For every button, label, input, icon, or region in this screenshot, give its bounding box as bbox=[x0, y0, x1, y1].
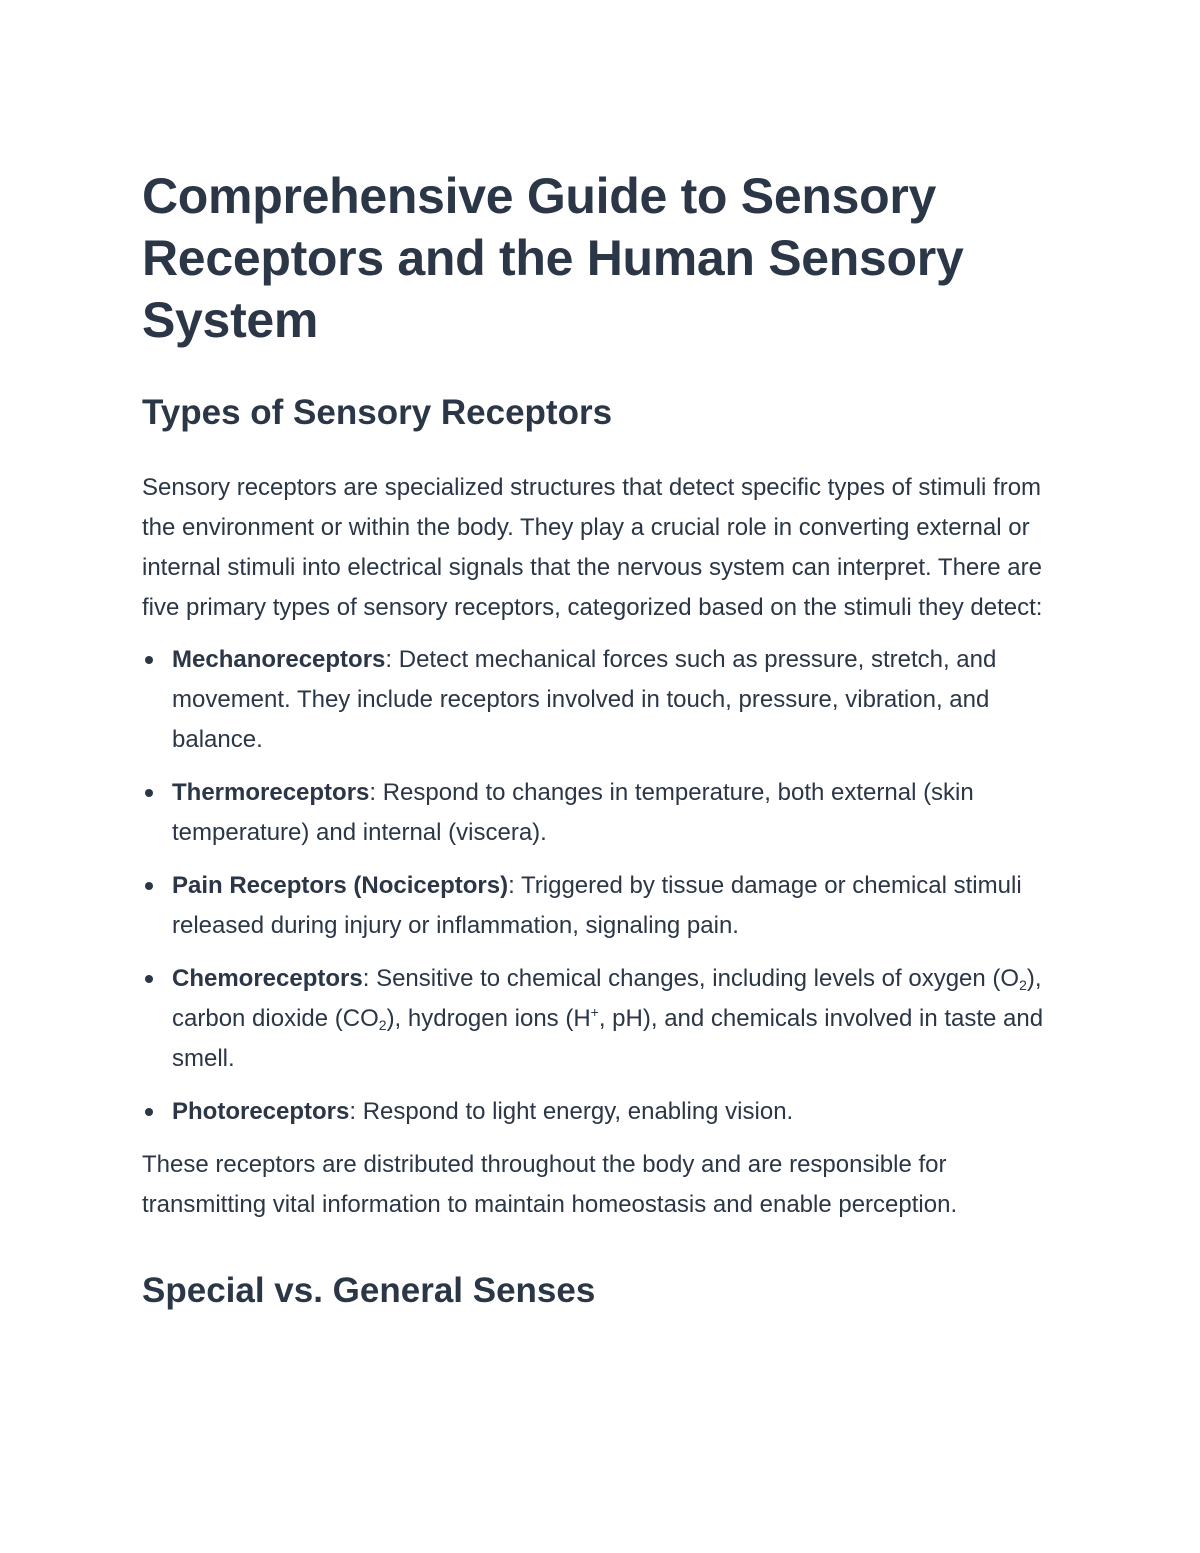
superscript: + bbox=[590, 1004, 599, 1020]
section-heading-special-general: Special vs. General Senses bbox=[142, 1271, 596, 1310]
list-item-description: : Respond to changes in temperature, both external (skin temperature) and internal (viscera). bbox=[172, 779, 974, 846]
subscript: 2 bbox=[1019, 977, 1027, 993]
intro-paragraph: Sensory receptors are specialized structures that detect specific types of stimuli from the environment or within the body. They play a crucial role in converting external or internal stimuli into electrical signals that the nervous system can interpret. There are five primary types of sensory receptors, categorized based on the stimuli they detect: bbox=[142, 474, 1043, 621]
subscript: 2 bbox=[378, 1017, 387, 1033]
list-item-term: Mechanoreceptors bbox=[172, 646, 386, 673]
receptor-list bbox=[142, 640, 1060, 1132]
section-heading-types: Types of Sensory Receptors bbox=[142, 393, 613, 432]
list-item bbox=[142, 1092, 1060, 1132]
list-item-description: ), carbon dioxide (CO bbox=[172, 965, 1042, 1032]
list-item-term: Photoreceptors bbox=[172, 1098, 350, 1125]
list-item-term: Thermoreceptors bbox=[172, 779, 370, 806]
list-item bbox=[142, 773, 1060, 853]
list-item-term: Chemoreceptors bbox=[172, 965, 363, 992]
closing-paragraph: These receptors are distributed throughout the body and are responsible for transmitting vital information to maintain homeostasis and enable perception. bbox=[142, 1151, 958, 1218]
list-item-description: : Detect mechanical forces such as pressure, stretch, and movement. They include receptors involved in touch, pressure, vibration, and balance. bbox=[172, 646, 997, 753]
list-item bbox=[142, 959, 1060, 1079]
list-item-description: : Respond to light energy, enabling vision. bbox=[349, 1098, 794, 1125]
list-item-term: Pain Receptors (Nociceptors) bbox=[172, 872, 509, 899]
list-item-description: , pH), and chemicals involved in taste and smell. bbox=[172, 1005, 1044, 1072]
list-item-description: : Triggered by tissue damage or chemical stimuli released during injury or inflammation, signaling pain. bbox=[172, 872, 1022, 939]
list-item bbox=[142, 866, 1060, 946]
list-item-description: : Sensitive to chemical changes, including levels of oxygen (O bbox=[362, 965, 1020, 992]
list-item-description: ), hydrogen ions (H bbox=[386, 1005, 591, 1032]
page-title: Comprehensive Guide to Sensory Receptors and the Human Sensory System bbox=[142, 168, 964, 348]
list-item bbox=[142, 640, 1060, 760]
